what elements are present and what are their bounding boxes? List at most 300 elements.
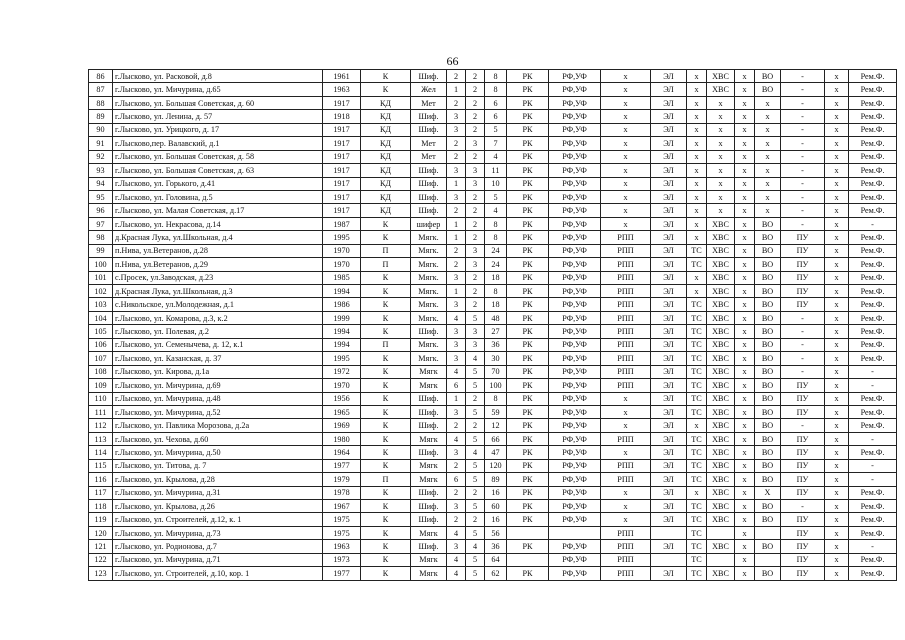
cell-cold-water: ХВС xyxy=(707,432,735,445)
cell-entrances: 1 xyxy=(447,83,466,96)
cell-heat-supply: х xyxy=(687,70,707,83)
cell-row-number: 120 xyxy=(89,526,113,539)
cell-water-code xyxy=(549,526,601,539)
cell-wall-material: К xyxy=(361,365,411,378)
cell-entrances: 2 xyxy=(447,204,466,217)
cell-repair-fund: Рем.Ф. xyxy=(849,164,897,177)
cell-apartments: 12 xyxy=(485,419,507,432)
cell-col-x1: х xyxy=(735,204,755,217)
cell-build-year: 1917 xyxy=(323,96,361,109)
cell-roof-type: Шиф. xyxy=(411,110,447,123)
cell-apartments: 18 xyxy=(485,298,507,311)
cell-apartments: 70 xyxy=(485,365,507,378)
cell-water-code: РФ,УФ xyxy=(549,473,601,486)
cell-electric: ЭЛ xyxy=(651,217,687,230)
table-row xyxy=(89,325,897,338)
cell-floors: 5 xyxy=(466,526,485,539)
cell-sewage: х xyxy=(755,164,781,177)
cell-floors: 4 xyxy=(466,446,485,459)
table-row xyxy=(89,164,897,177)
cell-meter: ПУ xyxy=(781,379,825,392)
cell-floors: 2 xyxy=(466,110,485,123)
cell-cold-water: х xyxy=(707,164,735,177)
cell-meter: - xyxy=(781,217,825,230)
cell-col-x2: х xyxy=(825,150,849,163)
cell-cold-water: ХВС xyxy=(707,352,735,365)
cell-entrances: 3 xyxy=(447,190,466,203)
table-row xyxy=(89,419,897,432)
cell-repair-fund: Рем.Ф. xyxy=(849,244,897,257)
cell-row-number: 87 xyxy=(89,83,113,96)
cell-rpp: РПП xyxy=(601,231,651,244)
cell-water-code: РФ,УФ xyxy=(549,271,601,284)
cell-entrances: 4 xyxy=(447,365,466,378)
cell-heat-supply: ТС xyxy=(687,526,707,539)
cell-rpp: х xyxy=(601,405,651,418)
cell-wall-material: К xyxy=(361,500,411,513)
cell-repair-fund: Рем.Ф. xyxy=(849,446,897,459)
cell-address: г.Лысково, ул. Строителей, д.10, кор. 1 xyxy=(113,567,323,580)
cell-row-number: 98 xyxy=(89,231,113,244)
cell-address: г.Лысково, ул. Казанская, д. 37 xyxy=(113,352,323,365)
cell-heating: РК xyxy=(507,231,549,244)
cell-heating: РК xyxy=(507,459,549,472)
cell-row-number: 102 xyxy=(89,285,113,298)
cell-col-x1: х xyxy=(735,271,755,284)
cell-rpp: РПП xyxy=(601,244,651,257)
cell-col-x2: х xyxy=(825,392,849,405)
cell-rpp: х xyxy=(601,70,651,83)
cell-sewage: ВО xyxy=(755,338,781,351)
cell-col-x1: х xyxy=(735,177,755,190)
cell-floors: 3 xyxy=(466,258,485,271)
cell-entrances: 1 xyxy=(447,392,466,405)
cell-heating: РК xyxy=(507,432,549,445)
cell-heating: РК xyxy=(507,258,549,271)
cell-electric: ЭЛ xyxy=(651,432,687,445)
cell-wall-material: П xyxy=(361,473,411,486)
cell-row-number: 113 xyxy=(89,432,113,445)
cell-wall-material: К xyxy=(361,540,411,553)
cell-wall-material: КД xyxy=(361,164,411,177)
cell-meter: - xyxy=(781,352,825,365)
cell-floors: 5 xyxy=(466,405,485,418)
cell-electric: ЭЛ xyxy=(651,446,687,459)
cell-electric: ЭЛ xyxy=(651,513,687,526)
cell-rpp: х xyxy=(601,217,651,230)
cell-heat-supply: х xyxy=(687,137,707,150)
cell-rpp: РПП xyxy=(601,338,651,351)
cell-heating: РК xyxy=(507,204,549,217)
table-row xyxy=(89,459,897,472)
cell-water-code: РФ,УФ xyxy=(549,486,601,499)
cell-floors: 2 xyxy=(466,231,485,244)
cell-col-x2: х xyxy=(825,526,849,539)
cell-apartments: 4 xyxy=(485,150,507,163)
cell-sewage xyxy=(755,553,781,566)
table-row xyxy=(89,190,897,203)
cell-floors: 3 xyxy=(466,338,485,351)
cell-floors: 2 xyxy=(466,217,485,230)
cell-electric: ЭЛ xyxy=(651,540,687,553)
cell-water-code: РФ,УФ xyxy=(549,137,601,150)
cell-apartments: 4 xyxy=(485,204,507,217)
cell-apartments: 6 xyxy=(485,110,507,123)
cell-entrances: 2 xyxy=(447,419,466,432)
cell-water-code: РФ,УФ xyxy=(549,70,601,83)
cell-col-x2: х xyxy=(825,137,849,150)
cell-col-x2: х xyxy=(825,473,849,486)
cell-sewage: ВО xyxy=(755,70,781,83)
cell-build-year: 1917 xyxy=(323,150,361,163)
cell-meter: - xyxy=(781,164,825,177)
cell-apartments: 16 xyxy=(485,486,507,499)
cell-rpp: х xyxy=(601,446,651,459)
cell-heat-supply: ТС xyxy=(687,459,707,472)
cell-meter: ПУ xyxy=(781,298,825,311)
cell-address: с.Просек, ул.Заводская, д.23 xyxy=(113,271,323,284)
cell-apartments: 30 xyxy=(485,352,507,365)
cell-apartments: 6 xyxy=(485,96,507,109)
cell-heating xyxy=(507,553,549,566)
cell-repair-fund: - xyxy=(849,379,897,392)
cell-roof-type: Шиф. xyxy=(411,392,447,405)
cell-wall-material: К xyxy=(361,83,411,96)
cell-water-code: РФ,УФ xyxy=(549,150,601,163)
table-row xyxy=(89,526,897,539)
cell-meter: ПУ xyxy=(781,459,825,472)
cell-col-x2: х xyxy=(825,164,849,177)
cell-cold-water: ХВС xyxy=(707,513,735,526)
housing-stock-table xyxy=(88,69,897,581)
cell-rpp: РПП xyxy=(601,365,651,378)
cell-sewage: ВО xyxy=(755,473,781,486)
cell-build-year: 1917 xyxy=(323,190,361,203)
cell-meter: - xyxy=(781,150,825,163)
cell-floors: 2 xyxy=(466,513,485,526)
cell-repair-fund: Рем.Ф. xyxy=(849,352,897,365)
cell-wall-material: К xyxy=(361,298,411,311)
cell-electric: ЭЛ xyxy=(651,473,687,486)
cell-cold-water: х xyxy=(707,190,735,203)
cell-row-number: 112 xyxy=(89,419,113,432)
cell-heating: РК xyxy=(507,567,549,580)
cell-sewage: ВО xyxy=(755,365,781,378)
cell-col-x2: х xyxy=(825,217,849,230)
cell-electric: ЭЛ xyxy=(651,500,687,513)
table-row xyxy=(89,123,897,136)
cell-row-number: 106 xyxy=(89,338,113,351)
cell-meter: - xyxy=(781,204,825,217)
cell-row-number: 92 xyxy=(89,150,113,163)
cell-row-number: 119 xyxy=(89,513,113,526)
cell-col-x1: х xyxy=(735,244,755,257)
cell-floors: 5 xyxy=(466,459,485,472)
cell-heating xyxy=(507,526,549,539)
cell-floors: 3 xyxy=(466,177,485,190)
cell-heat-supply: х xyxy=(687,110,707,123)
cell-rpp: РПП xyxy=(601,298,651,311)
cell-heat-supply: х xyxy=(687,285,707,298)
cell-cold-water: ХВС xyxy=(707,271,735,284)
cell-apartments: 36 xyxy=(485,338,507,351)
cell-roof-type: Мягк. xyxy=(411,338,447,351)
cell-cold-water: х xyxy=(707,177,735,190)
cell-heating: РК xyxy=(507,177,549,190)
cell-floors: 5 xyxy=(466,379,485,392)
cell-build-year: 1964 xyxy=(323,446,361,459)
cell-row-number: 109 xyxy=(89,379,113,392)
cell-apartments: 5 xyxy=(485,190,507,203)
cell-entrances: 1 xyxy=(447,177,466,190)
cell-meter: - xyxy=(781,137,825,150)
cell-wall-material: КД xyxy=(361,96,411,109)
cell-heat-supply: ТС xyxy=(687,567,707,580)
cell-build-year: 1978 xyxy=(323,486,361,499)
cell-roof-type: Шиф. xyxy=(411,513,447,526)
cell-electric: ЭЛ xyxy=(651,365,687,378)
cell-wall-material: КД xyxy=(361,177,411,190)
cell-col-x1: х xyxy=(735,83,755,96)
table-row xyxy=(89,271,897,284)
cell-meter: ПУ xyxy=(781,513,825,526)
cell-heating: РК xyxy=(507,338,549,351)
cell-repair-fund: Рем.Ф. xyxy=(849,298,897,311)
cell-sewage: ВО xyxy=(755,258,781,271)
cell-roof-type: Мягк. xyxy=(411,352,447,365)
cell-repair-fund: Рем.Ф. xyxy=(849,325,897,338)
cell-cold-water: ХВС xyxy=(707,244,735,257)
cell-wall-material: К xyxy=(361,217,411,230)
cell-rpp: РПП xyxy=(601,526,651,539)
cell-electric: ЭЛ xyxy=(651,567,687,580)
cell-heat-supply: ТС xyxy=(687,298,707,311)
cell-heat-supply: х xyxy=(687,190,707,203)
cell-apartments: 24 xyxy=(485,258,507,271)
cell-heating: РК xyxy=(507,244,549,257)
cell-water-code: РФ,УФ xyxy=(549,352,601,365)
cell-meter: ПУ xyxy=(781,244,825,257)
cell-entrances: 3 xyxy=(447,271,466,284)
cell-roof-type: Мягк. xyxy=(411,311,447,324)
cell-col-x1: х xyxy=(735,567,755,580)
cell-cold-water: ХВС xyxy=(707,379,735,392)
cell-apartments: 48 xyxy=(485,311,507,324)
cell-roof-type: Шиф. xyxy=(411,177,447,190)
cell-col-x2: х xyxy=(825,338,849,351)
cell-heating: РК xyxy=(507,190,549,203)
cell-cold-water: х xyxy=(707,96,735,109)
cell-meter: - xyxy=(781,419,825,432)
cell-repair-fund: Рем.Ф. xyxy=(849,150,897,163)
cell-wall-material: К xyxy=(361,553,411,566)
cell-row-number: 90 xyxy=(89,123,113,136)
cell-cold-water: х xyxy=(707,204,735,217)
cell-address: г.Лысково, ул. Мичурина, д.71 xyxy=(113,553,323,566)
cell-apartments: 66 xyxy=(485,432,507,445)
cell-row-number: 122 xyxy=(89,553,113,566)
cell-floors: 2 xyxy=(466,419,485,432)
cell-col-x2: х xyxy=(825,244,849,257)
cell-apartments: 16 xyxy=(485,513,507,526)
cell-rpp: РПП xyxy=(601,473,651,486)
cell-col-x1: х xyxy=(735,553,755,566)
cell-address: г.Лысково, ул. Строителей, д.12, к. 1 xyxy=(113,513,323,526)
cell-floors: 5 xyxy=(466,432,485,445)
cell-water-code: РФ,УФ xyxy=(549,405,601,418)
cell-heating: РК xyxy=(507,379,549,392)
cell-electric: ЭЛ xyxy=(651,419,687,432)
cell-floors: 2 xyxy=(466,204,485,217)
cell-entrances: 3 xyxy=(447,338,466,351)
cell-heating: РК xyxy=(507,405,549,418)
cell-floors: 2 xyxy=(466,392,485,405)
cell-electric: ЭЛ xyxy=(651,325,687,338)
cell-repair-fund: Рем.Ф. xyxy=(849,486,897,499)
cell-col-x2: х xyxy=(825,459,849,472)
cell-heating: РК xyxy=(507,150,549,163)
cell-col-x1: х xyxy=(735,150,755,163)
cell-floors: 2 xyxy=(466,70,485,83)
cell-water-code: РФ,УФ xyxy=(549,177,601,190)
cell-address: г.Лысково, ул. Чехова, д.60 xyxy=(113,432,323,445)
cell-address: г.Лысково, ул. Мичурина, д.48 xyxy=(113,392,323,405)
cell-col-x2: х xyxy=(825,540,849,553)
cell-meter: ПУ xyxy=(781,540,825,553)
cell-col-x1: х xyxy=(735,459,755,472)
table-row xyxy=(89,204,897,217)
cell-wall-material: К xyxy=(361,526,411,539)
cell-apartments: 120 xyxy=(485,459,507,472)
cell-cold-water xyxy=(707,553,735,566)
table-row xyxy=(89,258,897,271)
cell-roof-type: Мет xyxy=(411,137,447,150)
cell-electric: ЭЛ xyxy=(651,190,687,203)
cell-col-x2: х xyxy=(825,513,849,526)
cell-heating: РК xyxy=(507,285,549,298)
cell-address: г.Лысково, ул. Мичурина, д.52 xyxy=(113,405,323,418)
table-row xyxy=(89,567,897,580)
cell-meter: ПУ xyxy=(781,231,825,244)
cell-entrances: 2 xyxy=(447,258,466,271)
cell-build-year: 1980 xyxy=(323,432,361,445)
cell-address: г.Лысково, ул. Родионова, д.7 xyxy=(113,540,323,553)
cell-electric: ЭЛ xyxy=(651,137,687,150)
cell-meter: ПУ xyxy=(781,392,825,405)
cell-build-year: 1975 xyxy=(323,513,361,526)
cell-heating: РК xyxy=(507,110,549,123)
cell-cold-water: х xyxy=(707,150,735,163)
cell-roof-type: Мягк xyxy=(411,526,447,539)
cell-heating: РК xyxy=(507,217,549,230)
table-row xyxy=(89,446,897,459)
table-row xyxy=(89,298,897,311)
cell-build-year: 1995 xyxy=(323,352,361,365)
cell-floors: 5 xyxy=(466,311,485,324)
cell-electric: ЭЛ xyxy=(651,70,687,83)
cell-row-number: 116 xyxy=(89,473,113,486)
cell-cold-water: ХВС xyxy=(707,486,735,499)
cell-heat-supply: ТС xyxy=(687,405,707,418)
cell-repair-fund: Рем.Ф. xyxy=(849,271,897,284)
cell-heat-supply: ТС xyxy=(687,540,707,553)
cell-rpp: РПП xyxy=(601,567,651,580)
cell-build-year: 1979 xyxy=(323,473,361,486)
cell-meter: - xyxy=(781,123,825,136)
cell-heating: РК xyxy=(507,513,549,526)
cell-build-year: 1917 xyxy=(323,204,361,217)
cell-row-number: 86 xyxy=(89,70,113,83)
cell-row-number: 99 xyxy=(89,244,113,257)
cell-roof-type: Шиф. xyxy=(411,123,447,136)
cell-water-code: РФ,УФ xyxy=(549,311,601,324)
cell-heating: РК xyxy=(507,365,549,378)
cell-electric: ЭЛ xyxy=(651,83,687,96)
cell-entrances: 6 xyxy=(447,473,466,486)
cell-rpp: РПП xyxy=(601,540,651,553)
cell-repair-fund: Рем.Ф. xyxy=(849,500,897,513)
cell-heating: РК xyxy=(507,419,549,432)
cell-roof-type: шифер xyxy=(411,217,447,230)
table-row xyxy=(89,540,897,553)
cell-electric: ЭЛ xyxy=(651,352,687,365)
cell-address: с.Никольское, ул.Молодежная, д.1 xyxy=(113,298,323,311)
cell-apartments: 60 xyxy=(485,500,507,513)
cell-entrances: 3 xyxy=(447,325,466,338)
cell-apartments: 24 xyxy=(485,244,507,257)
cell-wall-material: К xyxy=(361,325,411,338)
cell-entrances: 4 xyxy=(447,311,466,324)
cell-col-x2: х xyxy=(825,419,849,432)
cell-wall-material: КД xyxy=(361,190,411,203)
cell-meter: ПУ xyxy=(781,271,825,284)
cell-sewage: ВО xyxy=(755,325,781,338)
cell-rpp: х xyxy=(601,190,651,203)
cell-heating: РК xyxy=(507,83,549,96)
cell-entrances: 3 xyxy=(447,164,466,177)
cell-heat-supply: ТС xyxy=(687,258,707,271)
cell-water-code: РФ,УФ xyxy=(549,379,601,392)
cell-floors: 5 xyxy=(466,365,485,378)
cell-wall-material: КД xyxy=(361,204,411,217)
cell-col-x1: х xyxy=(735,164,755,177)
table-row xyxy=(89,392,897,405)
cell-address: г.Лысково, ул. Малая Советская, д.17 xyxy=(113,204,323,217)
cell-heating: РК xyxy=(507,473,549,486)
cell-heat-supply: х xyxy=(687,123,707,136)
cell-sewage: х xyxy=(755,123,781,136)
cell-repair-fund: Рем.Ф. xyxy=(849,204,897,217)
table-row xyxy=(89,405,897,418)
cell-apartments: 56 xyxy=(485,526,507,539)
cell-floors: 4 xyxy=(466,352,485,365)
cell-entrances: 4 xyxy=(447,432,466,445)
cell-sewage: ВО xyxy=(755,217,781,230)
cell-roof-type: Шиф. xyxy=(411,405,447,418)
cell-heat-supply: ТС xyxy=(687,513,707,526)
cell-sewage: ВО xyxy=(755,298,781,311)
cell-heating: РК xyxy=(507,96,549,109)
cell-heat-supply: х xyxy=(687,83,707,96)
cell-sewage: ВО xyxy=(755,231,781,244)
cell-wall-material: К xyxy=(361,486,411,499)
cell-entrances: 3 xyxy=(447,540,466,553)
cell-col-x1: х xyxy=(735,338,755,351)
cell-meter: - xyxy=(781,365,825,378)
cell-cold-water: х xyxy=(707,137,735,150)
cell-heating: РК xyxy=(507,311,549,324)
cell-wall-material: К xyxy=(361,271,411,284)
